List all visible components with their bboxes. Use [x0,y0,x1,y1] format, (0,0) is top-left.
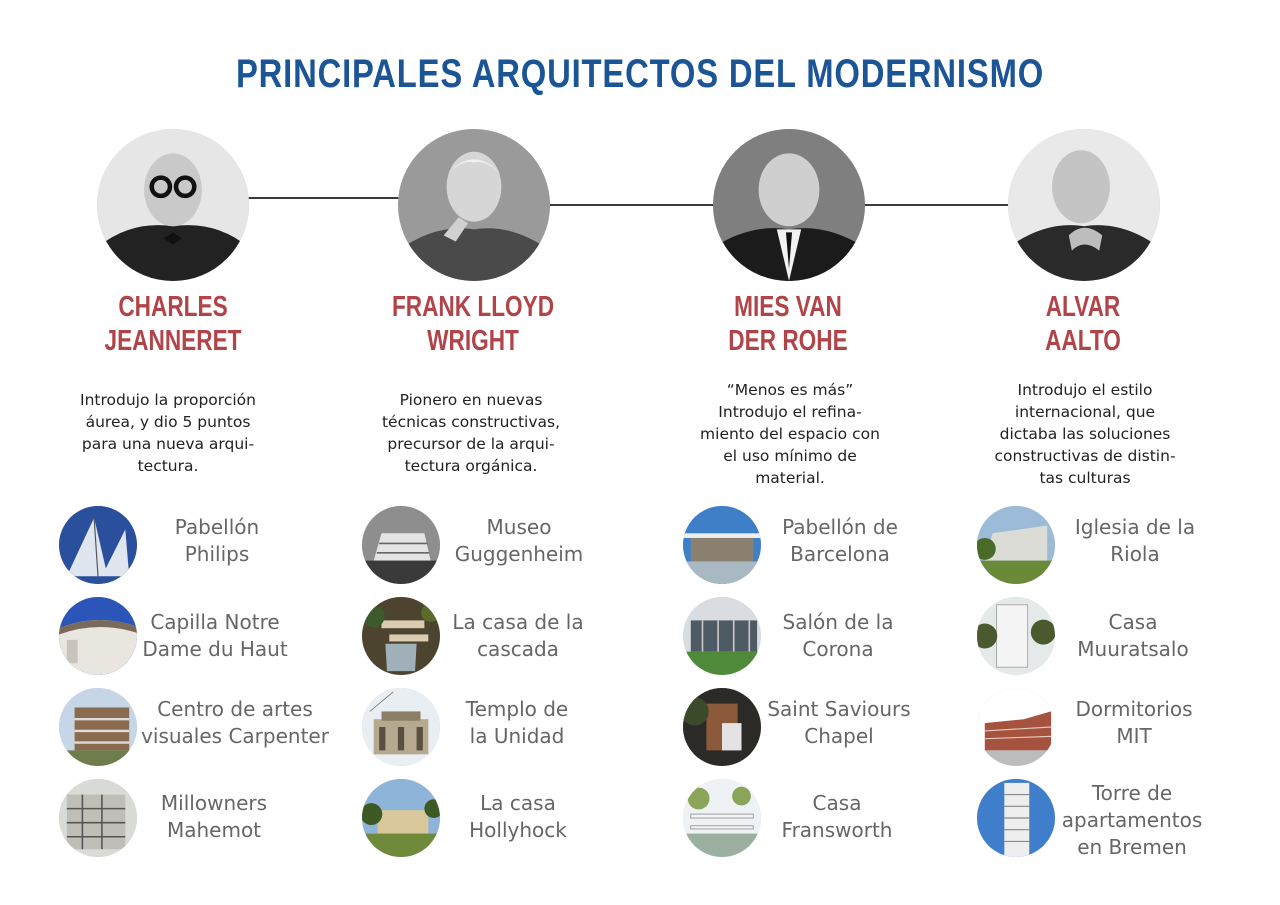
connector-line-3 [864,204,1010,206]
building-name: Saint Saviours Chapel [767,697,911,748]
building-name: Millowners Mahemot [160,791,268,842]
building-name: La casa de la cascada [452,610,584,661]
building-name: Museo Guggenheim [454,515,584,566]
portrait-charles-jeanneret [97,129,249,281]
building-name: La casa Hollyhock [469,791,567,842]
architect-name-mies-van-der-rohe: MIES VAN DER ROHE [728,291,848,357]
building-name: Casa Fransworth [781,791,893,842]
building-name: Pabellón de Barcelona [782,515,898,566]
building-name: Iglesia de la Riola [1074,515,1196,566]
portrait-alvar-aalto [1008,129,1160,281]
building-name: Pabellón Philips [174,515,260,566]
building-name: Centro de artes visuales Carpenter [141,697,329,748]
architect-description: Introdujo la proporción áurea, y dio 5 puntos para una nueva arqui- tectura. [80,391,256,475]
page-title: PRINCIPALES ARQUITECTOS DEL MODERNISMO [235,52,1045,96]
architect-description: Introdujo el estilo internacional, que dictaba las soluciones constructivas de distin- tas culturas [994,381,1176,487]
building-name: Dormitorios MIT [1075,697,1193,748]
portrait-frank-lloyd-wright [398,129,550,281]
connector-line-2 [549,204,715,206]
building-name: Torre de apartamentos en Bremen [1061,781,1203,859]
portrait-photo-icon [713,129,865,281]
portrait-photo-icon [398,129,550,281]
architect-description: “Menos es más” Introdujo el refina- miento del espacio con el uso mínimo de material. [700,381,880,487]
building-name: Casa Muuratsalo [1077,610,1189,661]
architect-name-alvar-aalto: ALVAR AALTO [1045,291,1121,357]
architect-description: Pionero en nuevas técnicas constructivas, precursor de la arqui- tectura orgánica. [381,391,561,475]
building-name: Capilla Notre Dame du Haut [142,610,288,661]
building-photo-centro-carpenter [59,688,137,766]
architect-name-charles-jeanneret: CHARLES JEANNERET [104,291,242,357]
building-photo-icon [59,688,137,766]
building-name: Templo de la Unidad [465,697,569,748]
portrait-photo-icon [97,129,249,281]
portrait-mies-van-der-rohe [713,129,865,281]
building-name: Salón de la Corona [782,610,894,661]
architect-name-frank-lloyd-wright: FRANK LLOYD WRIGHT [391,291,555,357]
connector-line-1 [248,197,400,199]
portrait-photo-icon [1008,129,1160,281]
